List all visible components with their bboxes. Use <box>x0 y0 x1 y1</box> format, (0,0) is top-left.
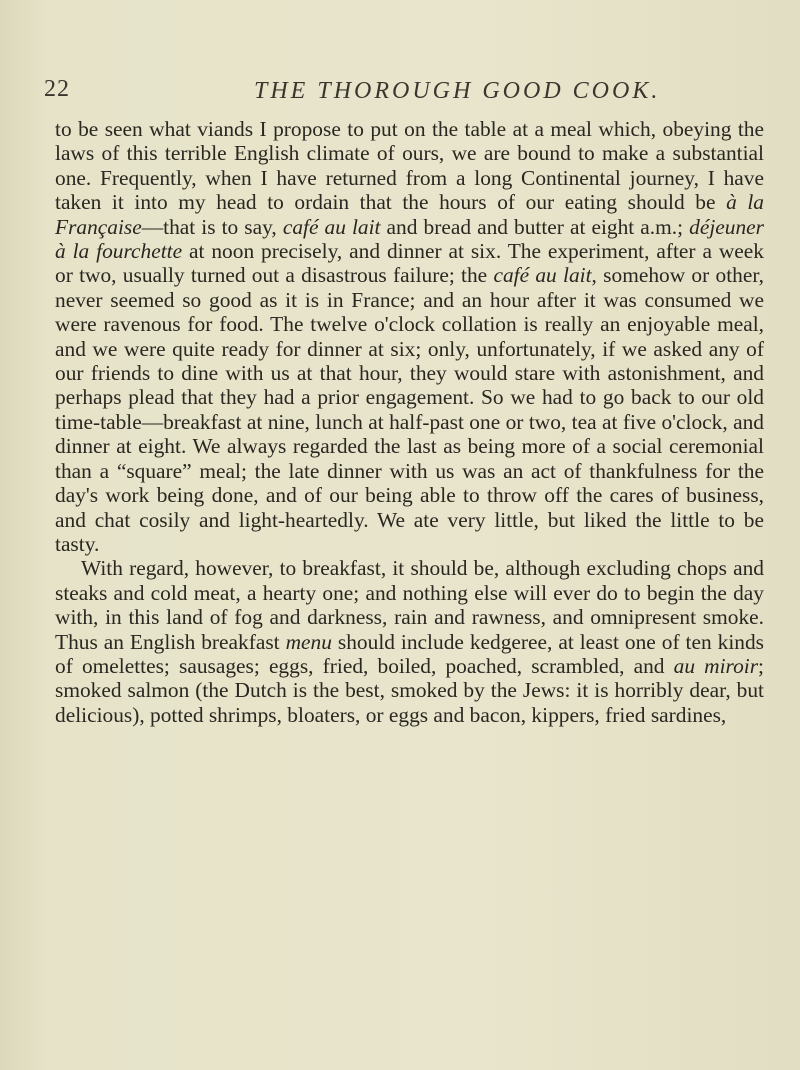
text-run: , somehow or other, never seemed so good as it is in France; and an hour after it was consumed we were ravenous for food. The twelve o'clock collation is really an enjoyable meal, and we were quite ready for dinner at six; only, unfortunately, if we asked any of our friends to dine with us at that hour, they would stare with astonishment, and perhaps plead that they had a prior engagement. So we had to go back to our old time-table—breakfast at nine, lunch at half-past one or two, tea at five o'clock, and dinner at eight. We always regarded the last as being more of a social ceremonial than a “square” meal; the late dinner with us was an act of thankfulness for the day's work being done, and of our being able to throw off the cares of business, and chat cosily and light-heartedly. We ate very little, but liked the little to be tasty. <box>55 263 764 556</box>
running-head <box>44 70 764 104</box>
text-run: ; smoked salmon (the Dutch is the best, smoked by the Jews: it is horribly dear, but delicious), potted shrimps, bloaters, or eggs and bacon, kippers, fried sardines, <box>55 653 764 727</box>
paragraph <box>55 117 764 556</box>
italic-text: à la Française <box>55 190 764 239</box>
italic-text: déjeuner à la fourchette <box>55 214 764 264</box>
running-title: THE THOROUGH GOOD COOK. <box>254 78 661 104</box>
text-run: and bread and butter at eight a.m.; <box>380 214 690 239</box>
page-number: 22 <box>44 76 70 102</box>
body-text <box>55 117 764 727</box>
text-run: With regard, however, to breakfast, it should be, although excluding chops and steaks and cold meat, a hearty one; and nothing else will ever do to begin the day with, in this land of fog and darkness, rain and rawness, and omnipresent smoke. Thus an English breakfast <box>55 556 764 654</box>
paragraph <box>55 556 764 727</box>
italic-text: menu <box>285 629 332 654</box>
italic-text: café au lait <box>493 263 592 288</box>
italic-text: café au lait <box>282 214 381 239</box>
text-run: to be seen what viands I propose to put on the table at a meal which, obeying the laws of this terrible English climate of ours, we are bound to make a substantial one. Frequently, when I have returned from a long Continental journey, I have taken it into my head to ordain that the hours of our eating should be <box>55 117 764 215</box>
text-run: at noon precisely, and dinner at six. The experiment, after a week or two, usually turned out a disastrous failure; the <box>55 239 764 288</box>
text-run: should include kedgeree, at least one of ten kinds of omelettes; sausages; eggs, fried, boiled, poached, scrambled, and <box>55 629 764 678</box>
text-run: —that is to say, <box>141 214 283 239</box>
italic-text: au miroir <box>673 653 759 678</box>
